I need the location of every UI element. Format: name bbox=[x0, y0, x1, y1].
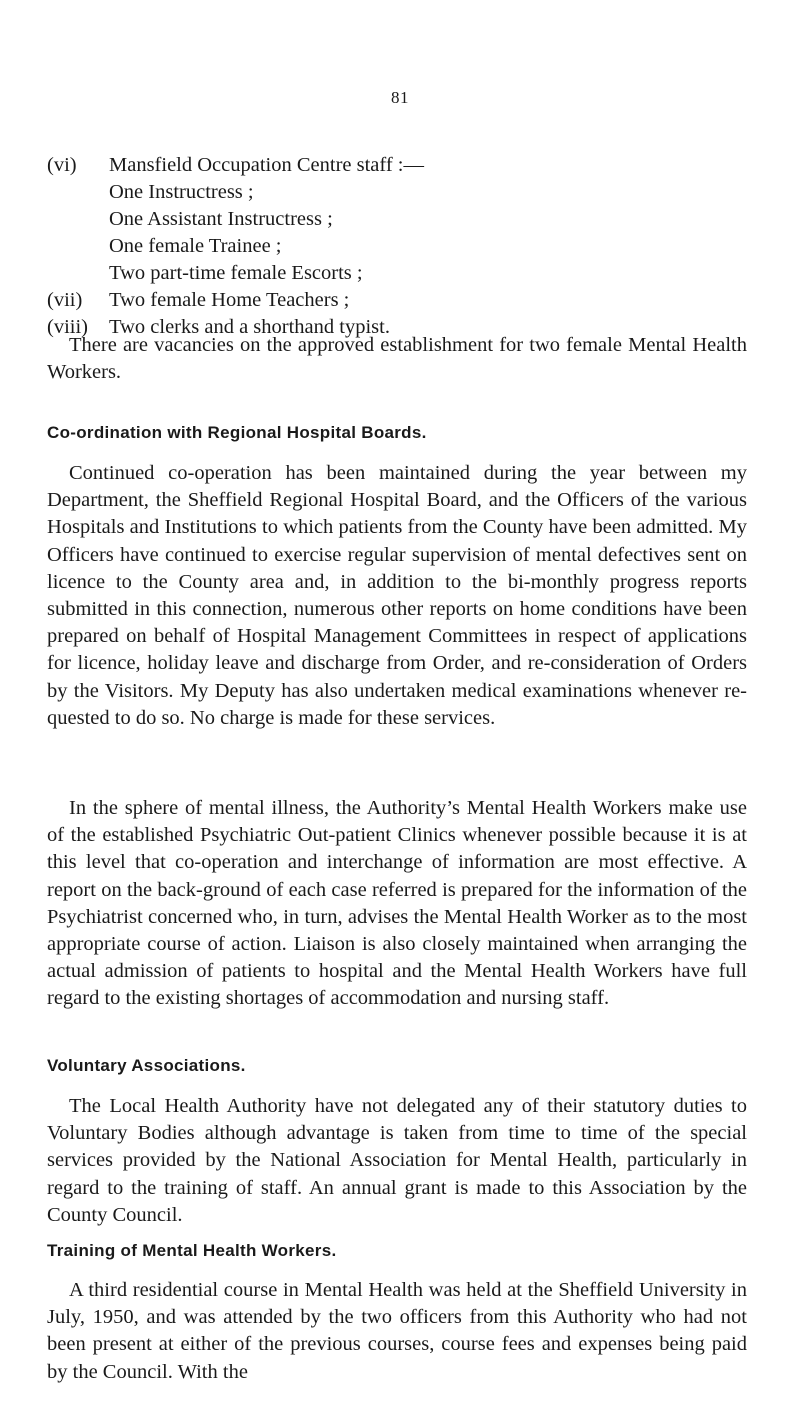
staff-item-number: (viii) bbox=[47, 316, 88, 338]
heading-voluntary-associations: Voluntary Associations. bbox=[47, 1056, 246, 1075]
staff-item-text: Mansfield Occupation Centre staff :— bbox=[109, 154, 425, 176]
staff-item-number: (vii) bbox=[47, 289, 83, 311]
staff-item-number: (vi) bbox=[47, 154, 77, 176]
staff-subitem: Two part-time female Escorts ; bbox=[109, 262, 363, 284]
staff-item bbox=[47, 287, 747, 314]
staff-list bbox=[47, 152, 747, 341]
vacancies-paragraph: There are vacancies on the approved establishment for two female Mental Health Workers. bbox=[47, 334, 747, 384]
page-number: 81 bbox=[391, 88, 409, 107]
heading-training: Training of Mental Health Workers. bbox=[47, 1241, 337, 1260]
staff-item bbox=[47, 152, 747, 179]
staff-subitem: One Assistant Instructress ; bbox=[109, 208, 333, 230]
staff-subitem: One Instructress ; bbox=[109, 181, 254, 203]
voluntary-paragraph: The Local Health Authority have not delegated any of their statutory duties to Voluntary Bodies although advantage is taken from time to time of the special services provided by the National Association for Mental Health, particularly in regard to the training of staff. An annual grant is made to this Association by the County Council. bbox=[47, 1095, 747, 1226]
coordination-paragraph-2: In the sphere of mental illness, the Authority’s Mental Health Workers make use of the established Psychiatric Out-patient Clinics whenever possible because it is at this level that co-operation and interchange of information are most effective. A report on the back-ground of each case referred is prepared for the information of the Psychiatrist concerned who, in turn, advises the Mental Health Worker as to the most appropriate course of action. Liaison is also closely maintained when arranging the actual admission of patients to hospital and the Mental Health Workers have full regard to the existing shortages of accommodation and nursing staff. bbox=[47, 797, 747, 1010]
training-paragraph: A third residential course in Mental Health was held at the Sheffield University in July, 1950, and was attended by the two officers from this Authority who had not been present at either of the previous courses, course fees and expenses being paid by the Council. With the bbox=[47, 1279, 747, 1383]
staff-item-text: Two female Home Teachers ; bbox=[109, 289, 350, 311]
staff-subitem: One female Trainee ; bbox=[109, 235, 282, 257]
staff-item-text: Two clerks and a shorthand typist. bbox=[109, 316, 390, 338]
coordination-paragraph-1: Continued co-operation has been maintained during the year between my Department, the Sheffield Regional Hospital Board, and the Officers of the various Hospitals and Institutions to which patients from the County have been admitted. My Officers have continued to exercise regular supervision of mental defectives sent on licence to the County area and, in addition to the bi-monthly progress reports submitted in this connection, numerous other reports on home conditions have been prepared on behalf of Hospital Management Committees in respect of applications for licence, holiday leave and discharge from Order, and re-consideration of Orders by the Visitors. My Deputy has also undertaken medical examinations whenever re-quested to do so. No charge is made for these services. bbox=[47, 462, 747, 729]
heading-coordination: Co-ordination with Regional Hospital Boards. bbox=[47, 423, 427, 442]
